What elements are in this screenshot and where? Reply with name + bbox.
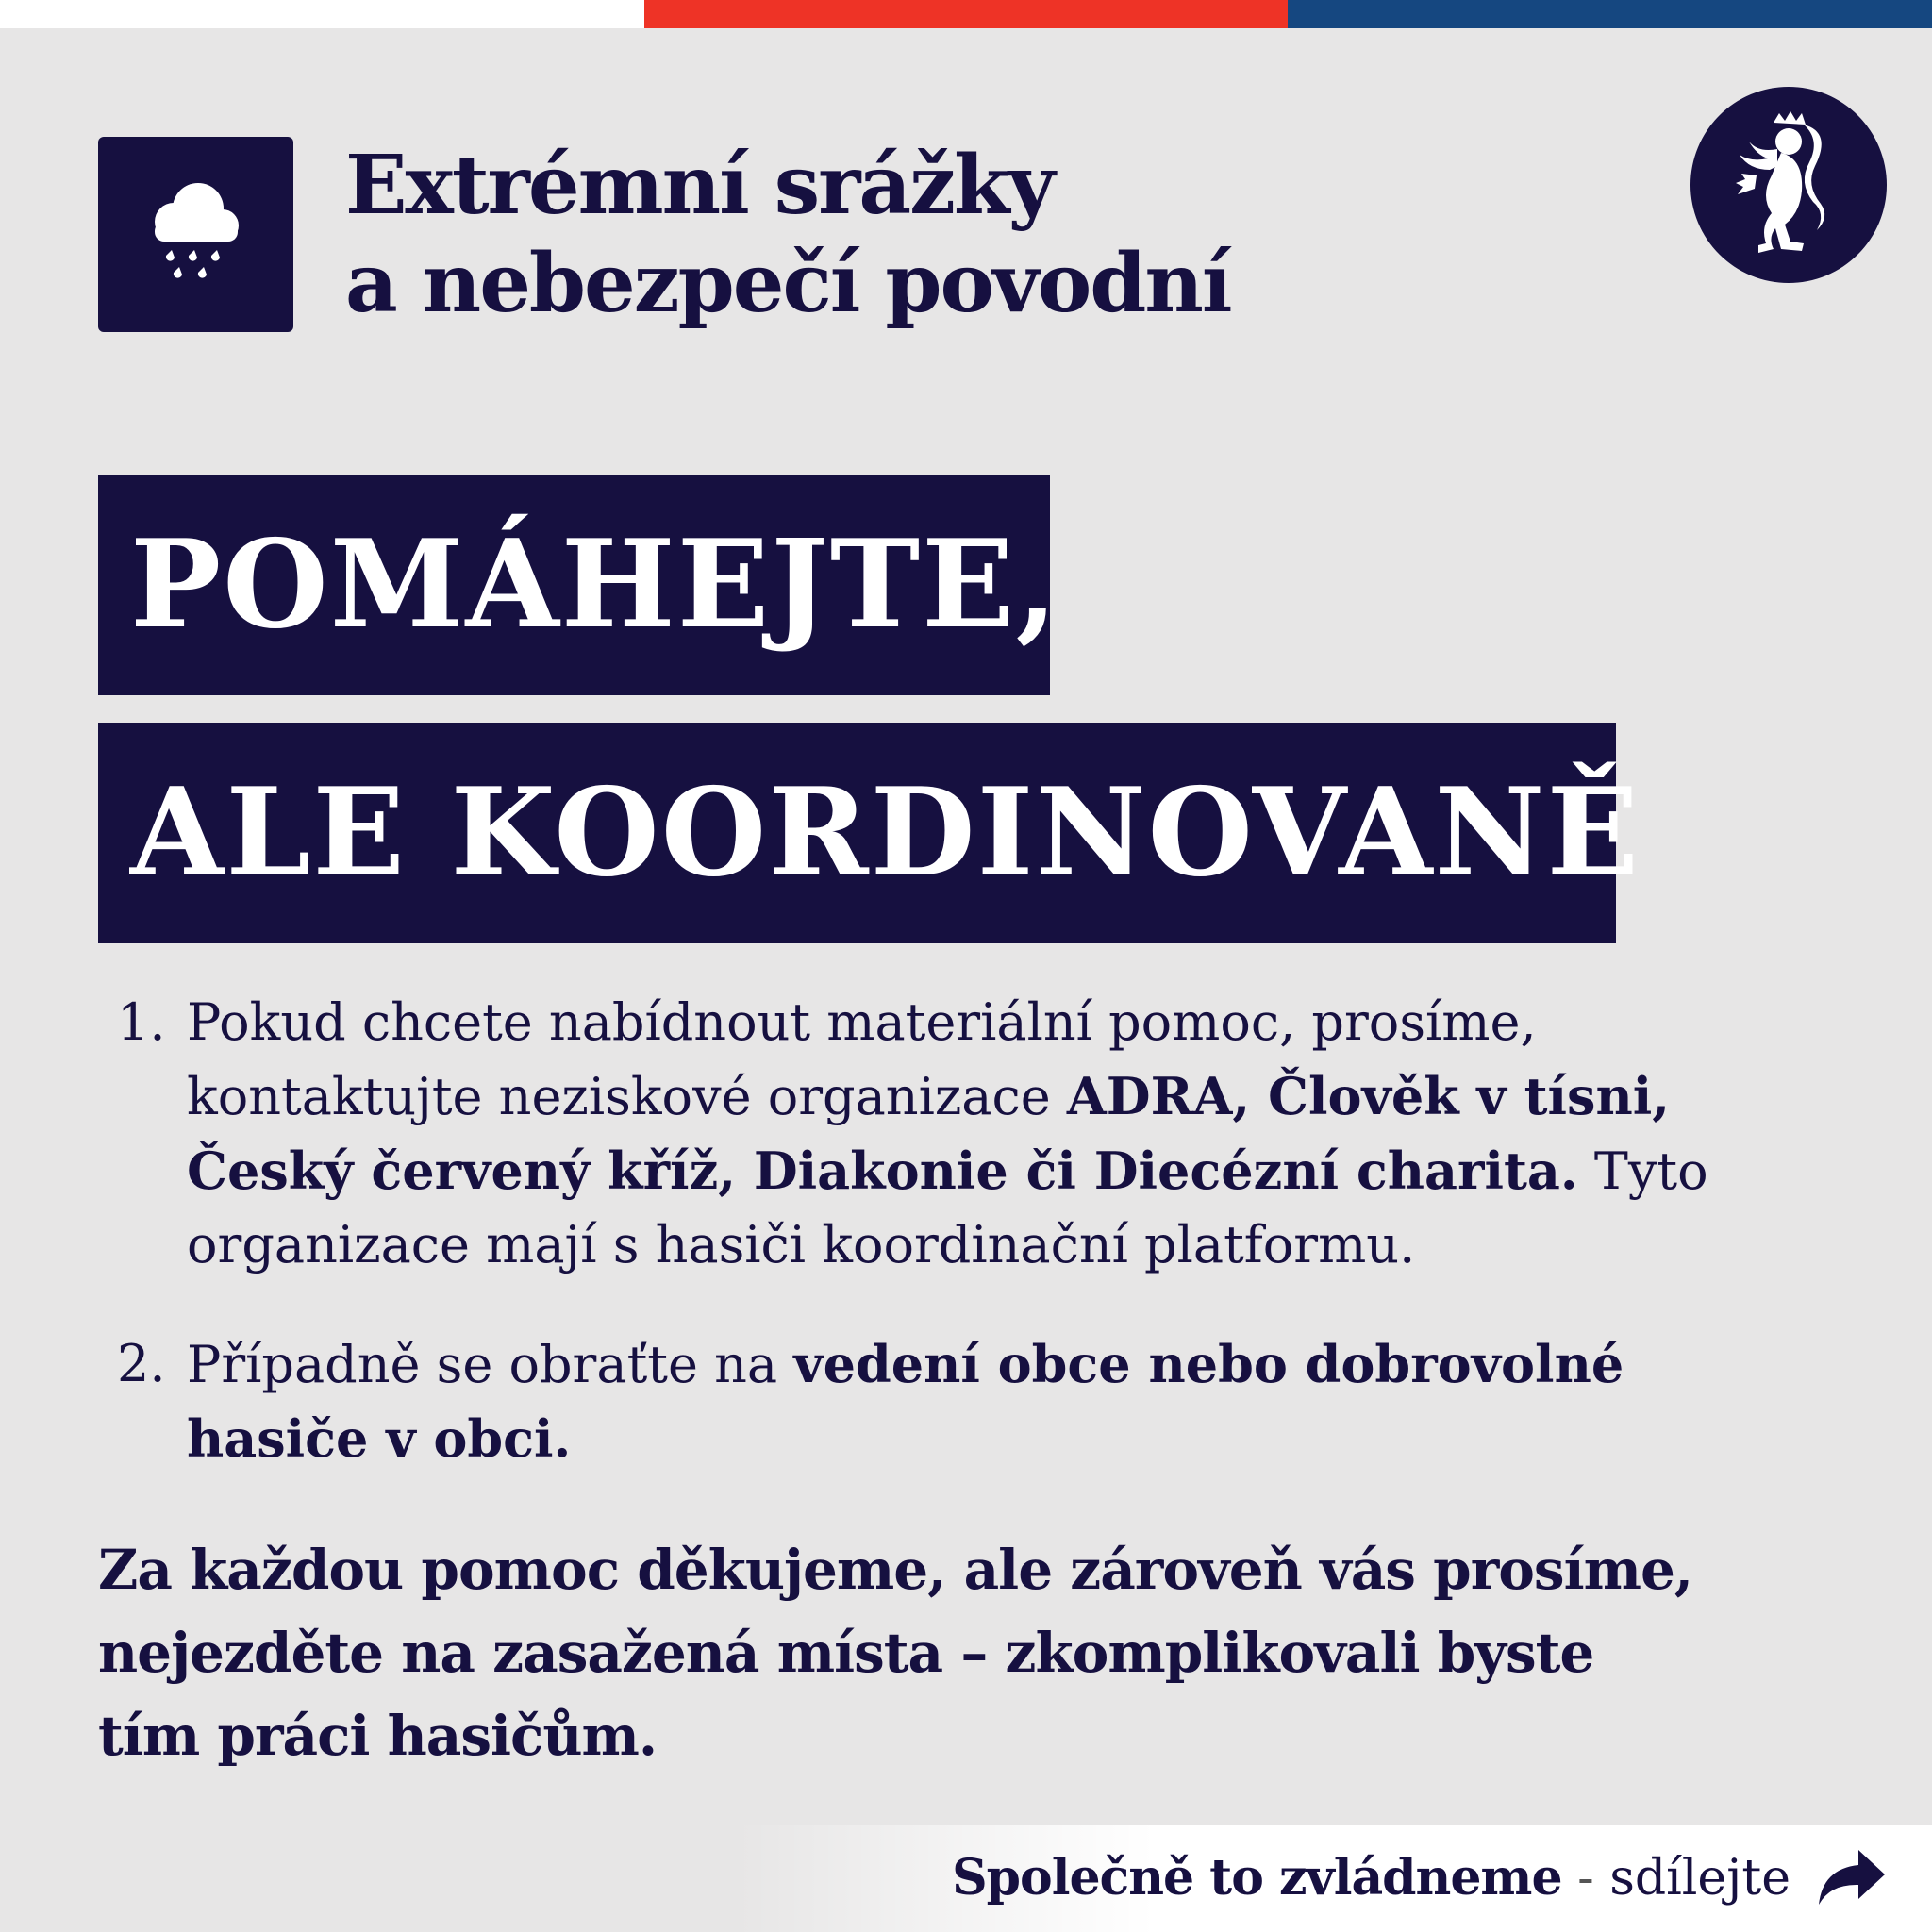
- flag-stripe-red: [644, 0, 1289, 28]
- closing-message: [98, 1528, 1702, 1777]
- czech-lion-emblem-icon: [1690, 87, 1887, 283]
- instruction-item-1: [113, 986, 1717, 1282]
- flag-stripe-blue: [1288, 0, 1932, 28]
- instruction-2-line-1: Případně se obraťte na: [187, 1335, 794, 1394]
- instruction-number: 1.: [117, 992, 166, 1052]
- rain-cloud-icon: [136, 175, 256, 294]
- instruction-item-2: [113, 1327, 1717, 1476]
- footer-text: [952, 1850, 1790, 1907]
- headline-line-2: ALE KOORDINOVANĚ: [98, 723, 1616, 943]
- page-title-line-2: a nebezpečí povodní: [345, 236, 1231, 331]
- share-link[interactable]: sdílejte: [1609, 1850, 1790, 1907]
- instruction-1-line-1: Pokud chcete nabídnout materiální pomoc, prosíme,: [187, 992, 1537, 1052]
- page-title: [345, 137, 1289, 333]
- flag-stripe-bar: [0, 0, 1932, 28]
- instruction-1-line-3: Tyto: [1577, 1141, 1708, 1201]
- instruction-2-contact-b: hasiče v obci.: [187, 1408, 572, 1469]
- closing-line-2: nejezděte na zasažená místa – zkomplikovali byste: [98, 1621, 1594, 1685]
- share-arrow-icon[interactable]: [1817, 1848, 1887, 1907]
- flag-stripe-white: [0, 0, 644, 28]
- page-title-line-1: Extrémní srážky: [345, 138, 1054, 233]
- headline-line-1: POMÁHEJTE,: [98, 475, 1050, 695]
- instruction-1-organizations-b: Český červený kříž, Diakonie či Diecézní charita.: [187, 1141, 1578, 1201]
- closing-line-1: Za každou pomoc děkujeme, ale zároveň vás prosíme,: [98, 1538, 1693, 1602]
- instruction-1-line-4: organizace mají s hasiči koordinační platformu.: [187, 1215, 1416, 1274]
- footer-separator: -: [1561, 1850, 1610, 1907]
- instruction-list: [113, 986, 1717, 1522]
- footer-slogan: Společně to zvládneme: [952, 1849, 1562, 1907]
- instruction-1-organizations-a: ADRA, Člověk v tísni,: [1066, 1066, 1671, 1126]
- czech-lion-emblem: [1690, 87, 1887, 283]
- footer-share-bar: [736, 1825, 1932, 1932]
- weather-icon-box: [98, 137, 293, 332]
- instruction-2-contact-a: vedení obce nebo dobrovolné: [793, 1334, 1624, 1394]
- instruction-number: 2.: [117, 1334, 166, 1393]
- closing-line-3: tím práci hasičům.: [98, 1704, 658, 1768]
- instruction-1-line-2: kontaktujte neziskové organizace: [187, 1067, 1067, 1126]
